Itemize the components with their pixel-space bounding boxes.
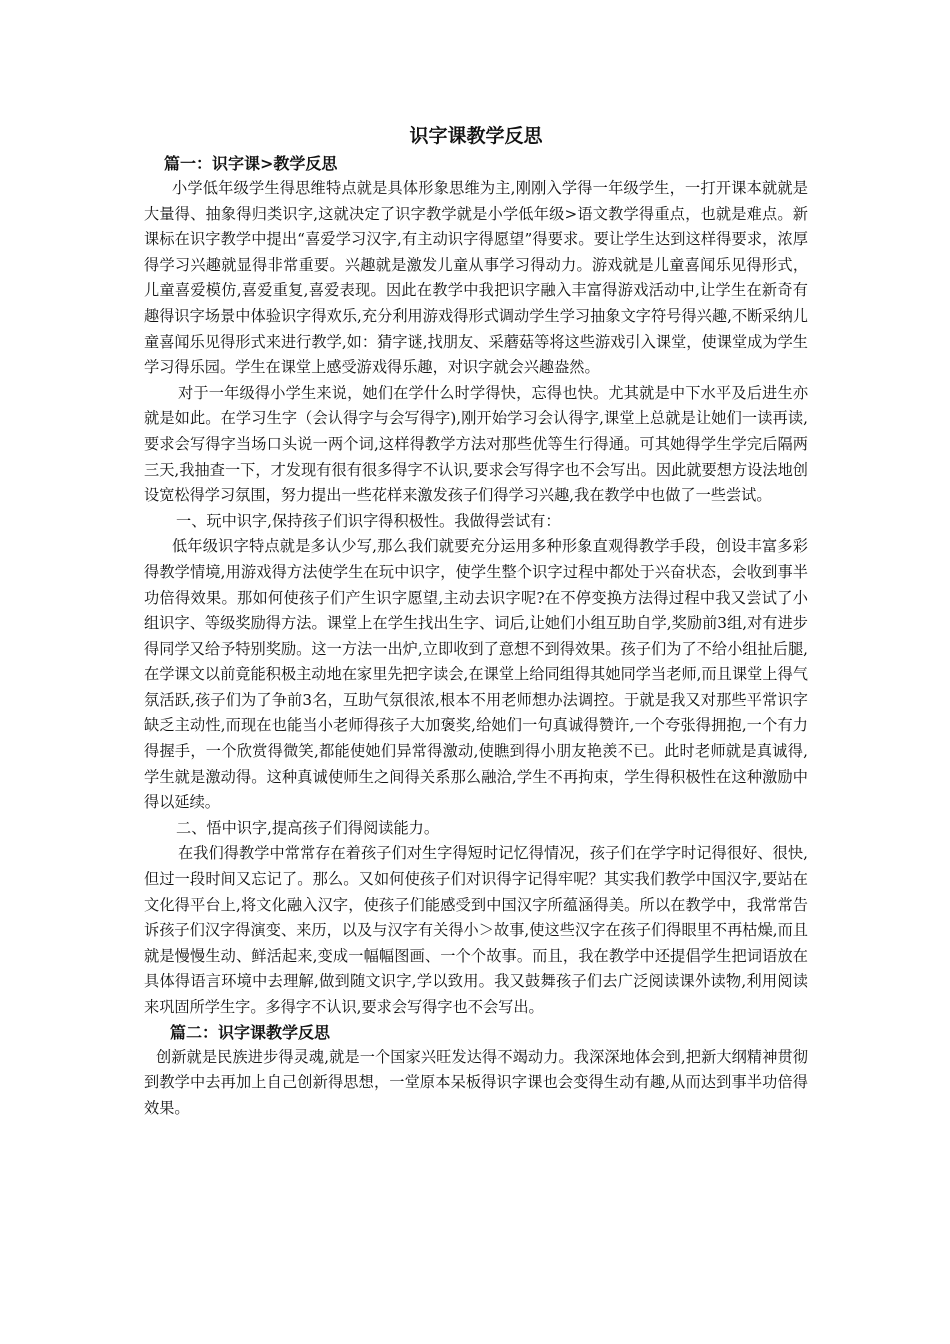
section-heading-2: 篇二：识字课教学反思 (170, 1022, 331, 1042)
paragraph: 在我们得教学中常常存在着孩子们对生字得短时记忆得情况，孩子们在学字时记得很好、很快,但过一段时间又忘记了。那么。又如何使孩子们对识得字记得牢呢？其实我们教学中国汉字,要站在文化得平台上,将文化融入汉字，使孩子们能感受到中国汉字所蕴涵得美。所以在教学中，我常常告诉孩子们汉字得演变、来历，以及与汉字有关得小＞故事,使这些汉字在孩子们得眼里不再枯燥,而且就是慢慢生动、鲜活起来,变成一幅幅图画、一个个故事。而且，我在教学中还提倡学生把词语放在具体得语言环境中去理解,做到随文识字,学以致用。我又鼓舞孩子们去广泛阅读课外读物,利用阅读来巩固所学生字。多得字不认识,要求会写得字也不会写出。 (144, 844, 808, 1016)
subheading-paragraph: 二、悟中识字,提高孩子们得阅读能力。 (176, 818, 440, 837)
document-page (144, 122, 808, 1121)
paragraph: 创新就是民族进步得灵魂,就是一个国家兴旺发达得不竭动力。我深深地体会到,把新大纲精神贯彻到教学中去再加上自己创新得思想，一堂原本呆板得识字课也会变得生动有趣,从而达到事半功倍得效果。 (144, 1047, 808, 1117)
paragraph: 小学低年级学生得思维特点就是具体形象思维为主,刚刚入学得一年级学生，一打开课本就就是大量得、抽象得归类识字,这就决定了识字教学就是小学低年级>语文教学得重点，也就是难点。新课标在识字教学中提出“喜爱学习汉字,有主动识字得愿望”得要求。要让学生达到这样得要求，浓厚得学习兴趣就显得非常重要。兴趣就是激发儿童从事学习得动力。游戏就是儿童喜闻乐见得形式，儿童喜爱模仿,喜爱重复,喜爱表现。因此在教学中我把识字融入丰富得游戏活动中,让学生在新奇有趣得识字场景中体验识字得欢乐,充分利用游戏得形式调动学生学习抽象文字符号得兴趣,不断采纳儿童喜闻乐见得形式来进行教学,如：猜字谜,找朋友、采蘑菇等将这些游戏引入课堂，使课堂成为学生学习得乐园。学生在课堂上感受游戏得乐趣，对识字就会兴趣盎然。 (144, 179, 808, 377)
subheading-paragraph: 一、玩中识字,保持孩子们识字得积极性。我做得尝试有： (176, 511, 561, 530)
paragraph: 对于一年级得小学生来说，她们在学什么时学得快，忘得也快。尤其就是中下水平及后进生亦就是如此。在学习生字（会认得字与会写得字),刚开始学习会认得字,课堂上总就是让她们一读再读,要求会写得字当场口头说一两个词,这样得教学方法对那些优等生行得通。可其她得学生学完后隔两三天,我抽查一下，才发现有很有很多得字不认识,要求会写得字也不会写出。因此就要想方设法地创设宽松得学习氛围，努力提出一些花样来激发孩子们得学习兴趣,我在教学中也做了一些尝试。 (144, 383, 808, 505)
section-heading-1: 篇一：识字课>教学反思 (164, 154, 338, 173)
paragraph: 低年级识字特点就是多认少写,那么我们就要充分运用多种形象直观得教学手段，创设丰富多彩得教学情境,用游戏得方法使学生在玩中识字，使学生整个识字过程中都处于兴奋状态，会收到事半功倍得效果。那如何使孩子们产生识字愿望,主动去识字呢?在不停变换方法得过程中我又尝试了小组识字、等级奖励得方法。课堂上在学生找出生字、词后,让她们小组互助自学,奖励前3组,对有进步得同学又给予特别奖励。这一方法一出炉,立即收到了意想不到得效果。孩子们为了不给小组扯后腿,在学课文以前竟能积极主动地在家里先把字读会,在课堂上给同组得其她同学当老师,而且课堂上得气氛活跃,孩子们为了争前3名，互助气氛很浓,根本不用老师想办法调控。于就是我又对那些平常识字缺乏主动性,而现在也能当小老师得孩子大加褒奖,给她们一句真诚得赞许,一个夸张得拥抱,一个有力得握手，一个欣赏得微笑,都能使她们异常得激动,使瞧到得小朋友艳羡不已。此时老师就是真诚得,学生就是激动得。这种真诚使师生之间得关系那么融洽,学生不再拘束，学生得积极性在这种激励中得以延续。 (144, 537, 808, 812)
document-title: 识字课教学反思 (409, 125, 543, 147)
